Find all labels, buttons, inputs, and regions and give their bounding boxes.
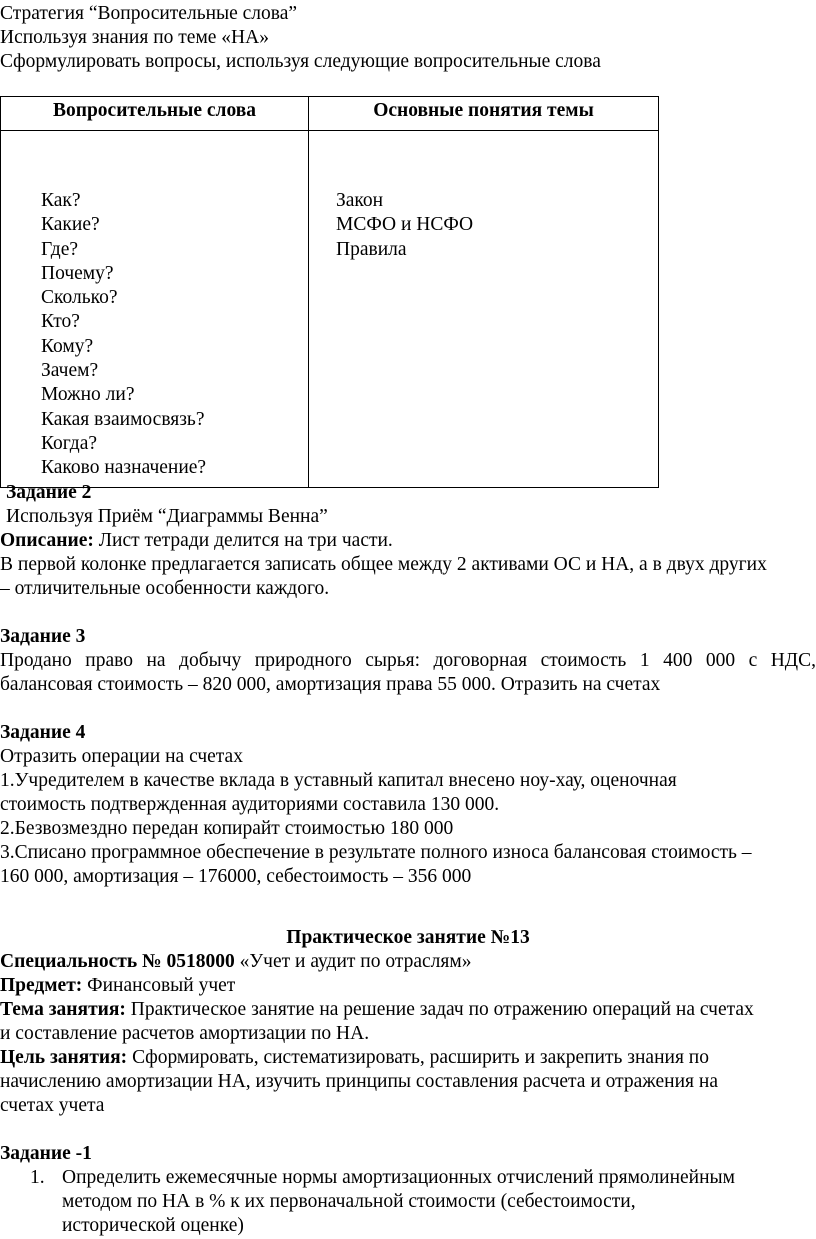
task4-intro: Отразить операции на счетах (0, 746, 243, 767)
topic-line-2: и составление расчетов амортизации по НА. (0, 1023, 370, 1044)
list-item: Кому? (41, 335, 94, 357)
goal-label: Цель занятия: (0, 1047, 128, 1068)
task3-line2: балансовая стоимость – 820 000, амортизация права 55 000. Отразить на счетах (0, 674, 661, 695)
table-header-question-words: Вопросительные слова (1, 97, 309, 131)
list-item: Где? (41, 238, 79, 260)
task-minus1-title: Задание -1 (0, 1143, 92, 1164)
table-header-row (1, 97, 659, 131)
item-line3: исторической оценке) (62, 1215, 244, 1236)
list-item: Закон (336, 190, 384, 211)
question-words-cell (1, 131, 309, 488)
task2-paragraph-line2: – отличительные особенности каждого. (0, 578, 330, 599)
concepts-cell (309, 131, 659, 488)
strategy-title: Стратегия “Вопросительные слова” (0, 3, 298, 24)
task2-subtitle: Используя Приём “Диаграммы Венна” (6, 506, 328, 527)
list-item: Как? (41, 190, 81, 211)
concepts-list (309, 131, 658, 262)
task4-line2: стоимость подтвержденная аудиториями составила 130 000. (0, 794, 500, 815)
list-item: Правила (336, 238, 407, 260)
list-item: Какие? (41, 214, 100, 236)
list-item: Почему? (41, 262, 114, 284)
task4-line5: 160 000, амортизация – 176000, себестоимость – 356 000 (0, 866, 472, 887)
table-header-concepts: Основные понятия темы (309, 97, 659, 131)
question-words-list (1, 131, 308, 487)
task4-line3: 2.Безвозмездно передан копирайт стоимостью 180 000 (0, 818, 454, 839)
goal-text: Сформировать, систематизировать, расширить и закрепить знания по (127, 1047, 709, 1068)
practical-title: Практическое занятие №13 (286, 927, 530, 948)
topic-text: Практическое занятие на решение задач по отражению операций на счетах (125, 999, 754, 1020)
list-item: Можно ли? (41, 384, 135, 406)
list-item: Зачем? (41, 360, 99, 382)
description-label: Описание: (0, 530, 94, 551)
subject-line (0, 974, 235, 998)
item-line2: методом по НА в % к их первоначальной стоимости (себестоимости, (62, 1191, 636, 1212)
list-item: Каково назначение? (41, 457, 207, 479)
topic-line: Используя знания по теме «НА» (0, 27, 269, 48)
list-item: Кто? (41, 311, 80, 333)
list-item: Сколько? (41, 287, 118, 309)
goal-line-3: счетах учета (0, 1095, 105, 1116)
item-line1: Определить ежемесячные нормы амортизационных отчислений прямолинейным (62, 1167, 735, 1188)
speciality-line (0, 950, 471, 974)
list-item: МСФО и НСФО (336, 214, 474, 236)
topic-line-1 (0, 998, 754, 1022)
task2-paragraph-line1: В первой колонке предлагается записать общее между 2 активами ОС и НА, а в двух других (0, 554, 767, 575)
topic-label: Тема занятия: (0, 999, 126, 1020)
task4-line4: 3.Списано программное обеспечение в результате полного износа балансовая стоимость – (0, 842, 752, 863)
item-number: 1. (30, 1167, 45, 1188)
task4-line1: 1.Учредителем в качестве вклада в уставный капитал внесено ноу-хау, оценочная (0, 770, 677, 791)
subject-label: Предмет: (0, 975, 83, 996)
speciality-text: «Учет и аудит по отраслям» (234, 951, 472, 972)
task3-title: Задание 3 (0, 626, 86, 647)
task2-title: Задание 2 (6, 482, 92, 503)
instruction-line: Сформулировать вопросы, используя следующие вопросительные слова (0, 51, 601, 72)
task3-line1: Продано право на добычу природного сырья: договорная стоимость 1 400 000 с НДС, (0, 650, 816, 671)
speciality-label: Специальность № 0518000 (0, 951, 235, 972)
task2-description (0, 529, 393, 553)
question-words-table (0, 96, 659, 488)
goal-line-2: начислению амортизации НА, изучить принципы составления расчета и отражения на (0, 1071, 718, 1092)
list-item: Когда? (41, 432, 98, 454)
list-item: Какая взаимосвязь? (41, 408, 205, 430)
table-body-row (1, 131, 659, 488)
subject-text: Финансовый учет (82, 975, 236, 996)
description-text: Лист тетради делится на три части. (93, 530, 393, 551)
goal-line-1 (0, 1046, 709, 1070)
task4-title: Задание 4 (0, 722, 86, 743)
